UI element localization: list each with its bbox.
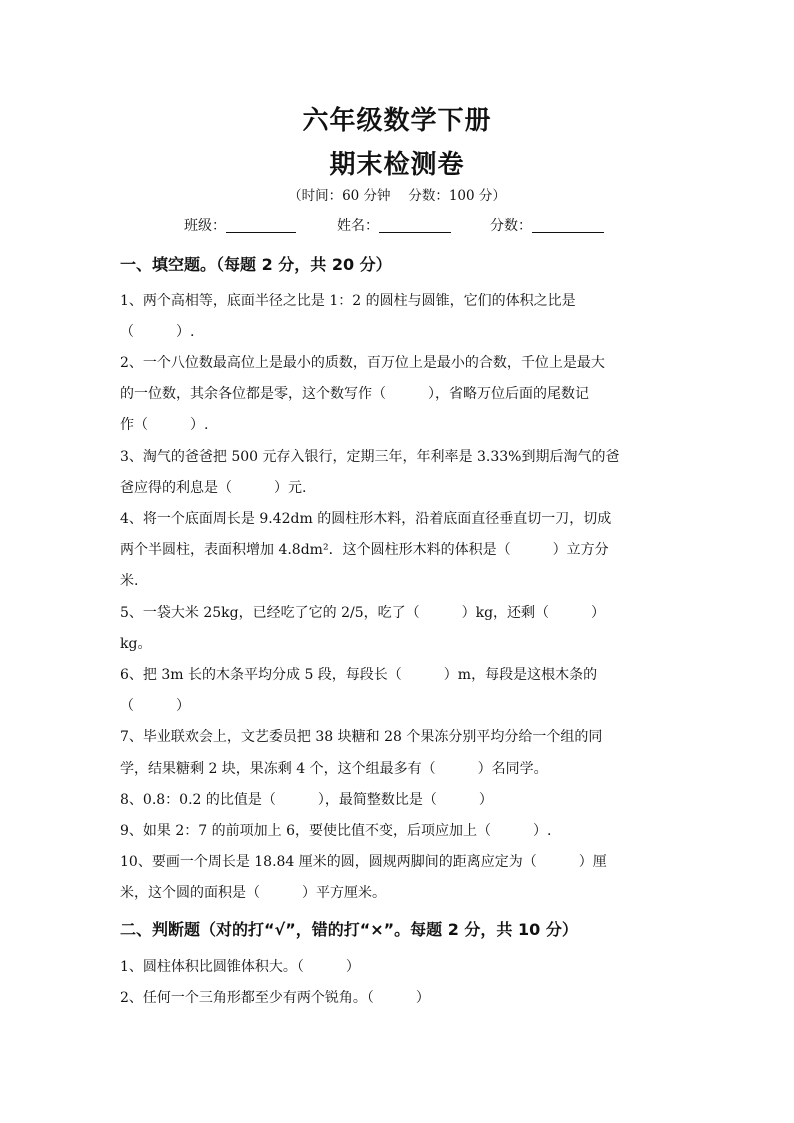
question-line: （ ）.	[120, 324, 195, 340]
question-line: 米，这个圆的面积是（ ）平方厘米。	[120, 885, 386, 901]
class-blank[interactable]	[226, 216, 296, 233]
question-line: kg。	[120, 636, 152, 652]
question-line: 作（ ）.	[120, 417, 209, 433]
score-label: 分数：	[490, 218, 532, 234]
exam-title-line1: 六年级数学下册	[302, 106, 492, 136]
score-field[interactable]	[490, 215, 604, 235]
question-line: 10、要画一个周长是 18.84 厘米的圆，圆规两脚间的距离应定为（ ）厘	[120, 854, 607, 870]
question-line: 学，结果糖剩 2 块，果冻剩 4 个，这个组最多有（ ）名同学。	[120, 761, 548, 777]
question-line: 两个半圆柱，表面积增加 4.8dm²．这个圆柱形木料的体积是（ ）立方分	[120, 542, 609, 558]
question-line: 的一位数，其余各位都是零，这个数写作（ ），省略万位后面的尾数记	[120, 386, 589, 402]
question-line: 2、任何一个三角形都至少有两个锐角。（ ）	[120, 990, 430, 1006]
question-line: 3、淘气的爸爸把 500 元存入银行，定期三年，年利率是 3.33%到期后淘气的爸	[120, 449, 620, 465]
question-line: 9、如果 2：7 的前项加上 6，要使比值不变，后项应加上（ ）.	[120, 823, 552, 839]
question-line: 1、两个高相等，底面半径之比是 1：2 的圆柱与圆锥，它们的体积之比是	[120, 293, 576, 309]
class-label: 班级：	[184, 218, 226, 234]
name-label: 姓名：	[337, 218, 379, 234]
question-line: 爸应得的利息是（ ）元.	[120, 480, 307, 496]
question-line: （ ）	[120, 698, 190, 714]
question-line: 1、圆柱体积比圆锥体积大。（ ）	[120, 959, 360, 975]
question-line: 6、把 3m 长的木条平均分成 5 段，每段长（ ）m，每段是这根木条的	[120, 667, 598, 683]
section1-heading: 一、填空题。（每题 2 分，共 20 分）	[120, 255, 392, 274]
name-blank[interactable]	[379, 216, 451, 233]
exam-title-line2: 期末检测卷	[329, 150, 465, 180]
question-line: 4、将一个底面周长是 9.42dm 的圆柱形木料，沿着底面直径垂直切一刀，切成	[120, 511, 612, 527]
score-blank[interactable]	[532, 216, 604, 233]
class-field[interactable]	[184, 215, 296, 235]
question-line: 5、一袋大米 25kg，已经吃了它的 2/5，吃了（ ）kg，还剩（ ）	[120, 605, 606, 621]
section2-heading: 二、判断题（对的打“√”，错的打“×”。每题 2 分，共 10 分）	[120, 920, 578, 939]
exam-time-score-info: （时间：60 分钟 分数：100 分）	[288, 188, 506, 204]
name-field[interactable]	[337, 215, 451, 235]
question-line: 8、0.8：0.2 的比值是（ ），最简整数比是（ ）	[120, 792, 493, 808]
student-info-row	[0, 215, 794, 239]
question-line: 米.	[120, 573, 139, 589]
question-line: 2、一个八位数最高位上是最小的质数，百万位上是最小的合数，千位上是最大	[120, 355, 605, 371]
question-line: 7、毕业联欢会上，文艺委员把 38 块糖和 28 个果冻分别平均分给一个组的同	[120, 729, 603, 745]
